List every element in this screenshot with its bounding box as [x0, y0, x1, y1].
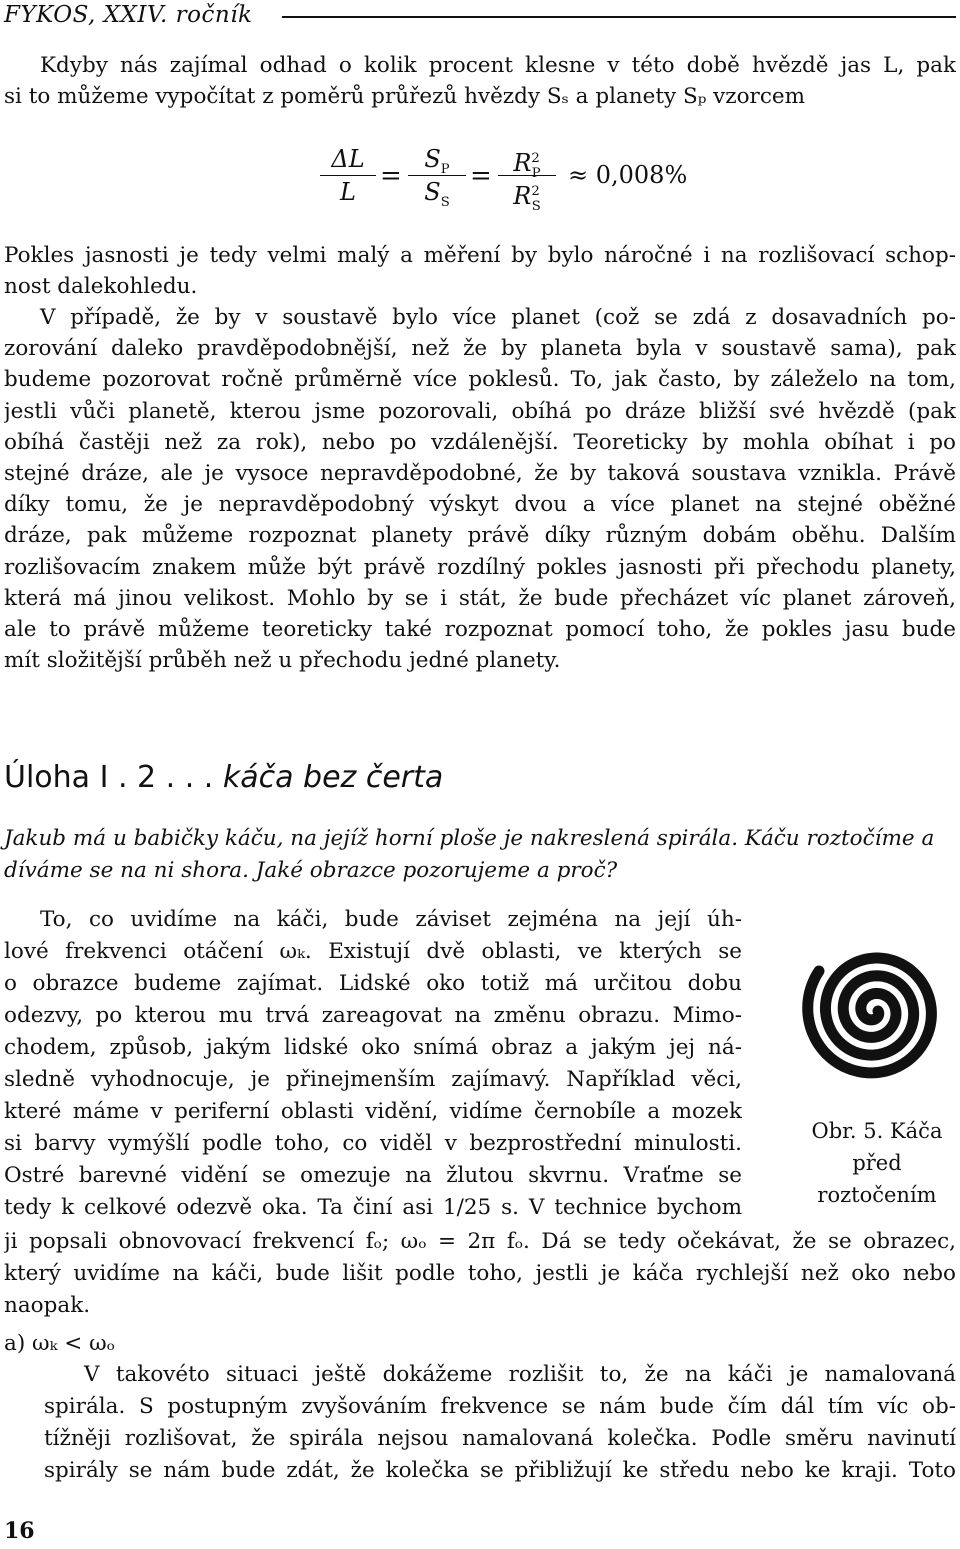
text-line: Ostré barevné vidění se omezuje na žlutou skvrnu. Vraťme se	[4, 1163, 742, 1188]
fraction-denominator: L	[340, 178, 356, 206]
figure-caption	[782, 1115, 960, 1211]
fraction-numerator: ΔL	[331, 145, 365, 173]
fraction-denominator: $R^2_S$	[513, 182, 541, 214]
text-line: chodem, způsob, jakým lidské oko snímá obraz a jakým jej ná-	[4, 1035, 742, 1060]
text-line: která má jinou velikost. Mohlo by se i stát, že bude přecházet víc planet zároveň,	[4, 585, 956, 611]
text-line: tížněji rozlišovat, že spirála nejsou namalovaná kolečka. Podle směru navinutí	[44, 1426, 956, 1451]
brightness-equation	[320, 144, 740, 216]
equals-sign: =	[470, 161, 492, 191]
text-line: dráze, pak můžeme rozpoznat planety právě díky různým dobám oběhu. Dalším	[4, 523, 956, 549]
equals-sign: =	[380, 161, 402, 191]
text-line: tedy k celkové odezvě oka. Ta činí asi 1/25 s. V technice bychom	[4, 1195, 742, 1220]
text-line: lové frekvenci otáčení ωₖ. Existují dvě oblasti, ve kterých se	[4, 939, 742, 964]
running-header: FYKOS, XXIV. ročník	[4, 2, 253, 28]
text-line: To, co uvidíme na káči, bude záviset zejména na její úh-	[40, 907, 742, 932]
header-rule	[282, 16, 956, 18]
text-line: V takovéto situaci ještě dokážeme rozlišit to, že na káči je namalovaná	[84, 1362, 956, 1387]
text-line: ale to právě můžeme teoreticky také rozpoznat pomocí toho, že pokles jasu bude	[4, 616, 956, 642]
section-number: Úloha I . 2 . . .	[4, 760, 223, 795]
fraction-radii	[498, 144, 556, 214]
spiral-icon	[800, 937, 948, 1085]
fraction-bar	[408, 175, 466, 176]
text-line: odezvy, po kterou mu trvá zareagovat na změnu obrazu. Mimo-	[4, 1003, 742, 1028]
text-line: naopak.	[4, 1293, 91, 1318]
caption-line: Obr. 5. Káča	[811, 1119, 943, 1143]
text-line: mít složitější průběh než u přechodu jedné planety.	[4, 648, 561, 674]
caption-line: před	[852, 1151, 902, 1175]
solution-continued	[4, 1226, 956, 1322]
text-line: díky tomu, že je nepravděpodobný výskyt dvou a více planet na stejné oběžné	[4, 492, 956, 518]
text-line: si barvy vymýšlí podle toho, co viděl v bezprostřední minulosti.	[4, 1131, 742, 1156]
text-line: V případě, že by v soustavě bylo více planet (což se zdá z dosavadních po-	[40, 305, 956, 330]
text-line: budeme pozorovat ročně průměrně více poklesů. To, jak často, by záleželo na tom,	[4, 367, 956, 393]
text-line: který uvidíme na káči, bude lišit podle toho, jestli je káča rychlejší než oko nebo	[4, 1261, 956, 1286]
text-line: Pokles jasnosti je tedy velmi malý a měření by bylo náročné i na rozlišovací schop-	[4, 243, 956, 268]
text-line: spirála. S postupným zvyšováním frekvence se nám bude čím dál tím víc ob-	[44, 1394, 956, 1419]
page-number: 16	[4, 1518, 35, 1544]
case-a-body	[44, 1359, 956, 1487]
caption-line: roztočením	[817, 1183, 937, 1207]
text-line: obíhá častěji než za rok), nebo po vzdálenější. Teoreticky by mohla obíhat i po	[4, 429, 956, 455]
text-line: jestli vůči planetě, kterou jsme pozorovali, obíhá po dráze bližší své hvězdě (pak	[4, 398, 956, 424]
fraction-numerator: $R^2_P$	[513, 149, 541, 181]
text-line: nost dalekohledu.	[4, 274, 198, 300]
fraction-bar	[320, 175, 376, 176]
text-line: ji popsali obnovovací frekvencí fₒ; ωₒ = 2π fₒ. Dá se tedy očekávat, že se obrazec,	[4, 1229, 956, 1254]
fraction-denominator: $S_S$	[424, 178, 450, 210]
spiral-figure	[800, 937, 948, 1085]
text-line: Kdyby nás zajímal odhad o kolik procent klesne v této době hvězdě jas L, pak	[40, 53, 956, 78]
solution-paragraph	[4, 904, 742, 1224]
fraction-cross-sections	[408, 144, 466, 210]
brightness-drop-paragraph	[4, 240, 956, 302]
text-line: spirály se nám bude zdát, že kolečka se přibližují ke středu nebo ke kraji. Toto	[44, 1458, 956, 1483]
text-line: zorování daleko pravděpodobnější, než že by planeta byla v soustavě sama), pak	[4, 336, 956, 362]
text-line: stejné dráze, ale je vysoce nepravděpodobné, že by taková soustava vznikla. Právě	[4, 460, 956, 486]
fraction-numerator: $S_P$	[424, 145, 450, 177]
fraction-delta-l	[320, 144, 376, 207]
text-line: rozlišovacím znakem může být právě rozdílný pokles jasnosti při přechodu planety,	[4, 554, 956, 580]
section-title	[4, 760, 443, 795]
text-line: sledně vyhodnocuje, je přinejmenším zajímavý. Například věci,	[4, 1067, 742, 1092]
text-line: si to můžeme vypočítat z poměrů průřezů hvězdy Sₛ a planety Sₚ vzorcem	[4, 84, 805, 110]
multiple-planets-paragraph	[4, 302, 956, 676]
problem-assignment: Jakub má u babičky káču, na jejíž horní ploše je nakreslená spirála. Káču roztočíme a díváme se na ni shora. Jaké obrazce pozorujeme a proč?	[4, 826, 935, 883]
text-line: o obrazce budeme zajímat. Lidské oko totiž má určitou dobu	[4, 971, 742, 996]
case-a-label: a) ωₖ < ωₒ	[4, 1331, 115, 1356]
intro-paragraph	[4, 50, 956, 112]
approx-result: ≈ 0,008%	[568, 161, 688, 189]
text-line: které máme v periferní oblasti vidění, vidíme černobíle a mozek	[4, 1099, 742, 1124]
section-name: káča bez čerta	[222, 760, 444, 795]
